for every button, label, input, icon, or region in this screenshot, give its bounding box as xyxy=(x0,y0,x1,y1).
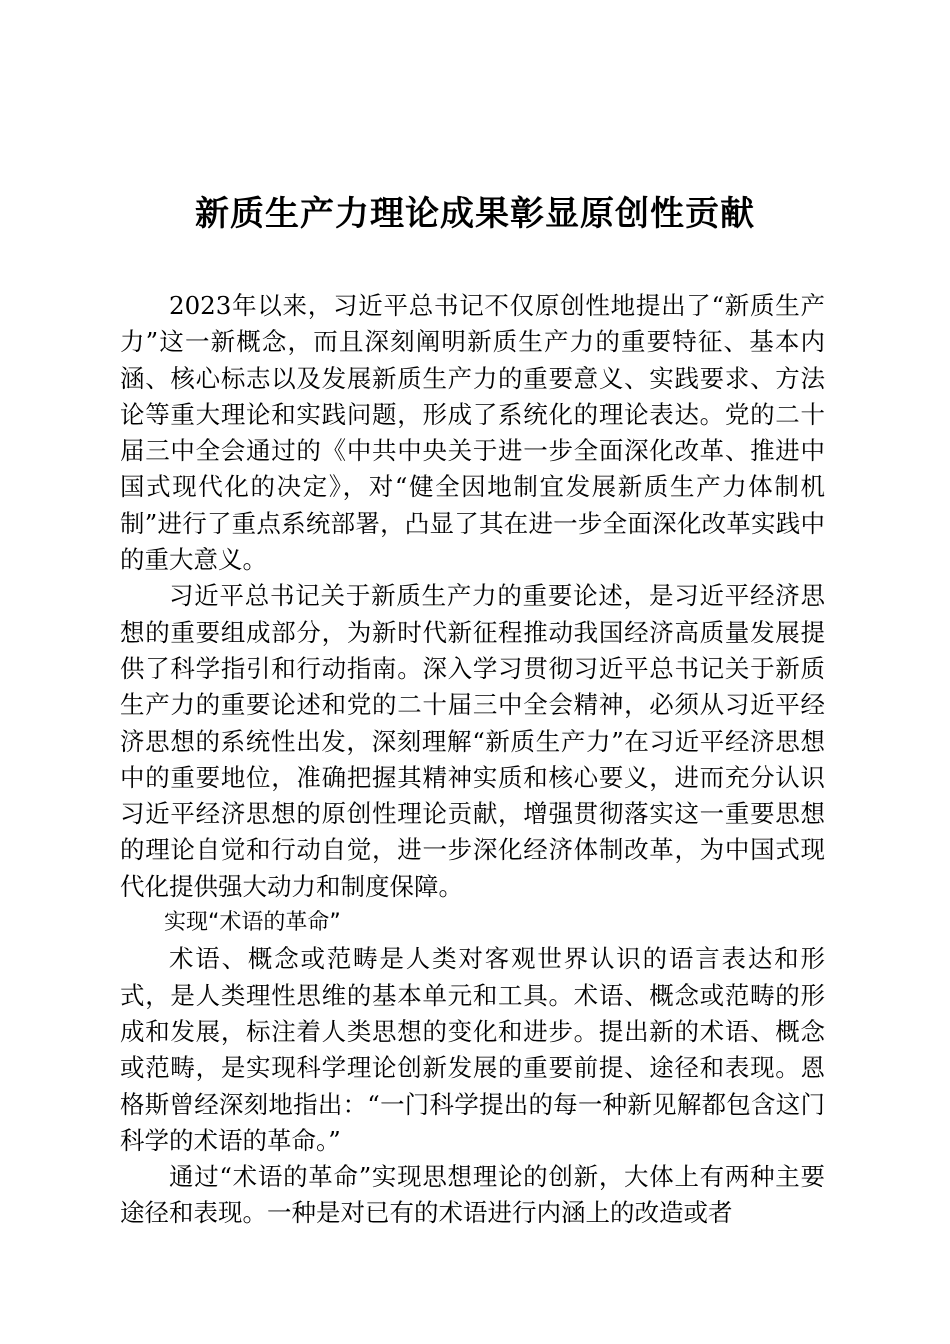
paragraph-4: 通过“术语的革命”实现思想理论的创新，大体上有两种主要途径和表现。一种是对已有的术语进行内涵上的改造或者 xyxy=(120,1162,825,1228)
section-heading: 实现“术语的革命” xyxy=(164,910,341,936)
paragraph-2: 习近平总书记关于新质生产力的重要论述，是习近平经济思想的重要组成部分，为新时代新征程推动我国经济高质量发展提供了科学指引和行动指南。深入学习贯彻习近平总书记关于新质生产力的重要论述和党的二十届三中全会精神，必须从习近平经济思想的系统性出发，深刻理解“新质生产力”在习近平经济思想中的重要地位，准确把握其精神实质和核心要义，进而充分认识习近平经济思想的原创性理论贡献，增强贯彻落实这一重要思想的理论自觉和行动自觉，进一步深化经济体制改革，为中国式现代化提供强大动力和制度保障。 xyxy=(120,581,825,901)
paragraph-3: 术语、概念或范畴是人类对客观世界认识的语言表达和形式，是人类理性思维的基本单元和工具。术语、概念或范畴的形成和发展，标注着人类思想的变化和进步。提出新的术语、概念或范畴，是实现科学理论创新发展的重要前提、途径和表现。恩格斯曾经深刻地指出：“一门科学提出的每一种新见解都包含这门科学的术语的革命。” xyxy=(120,944,825,1155)
document-body xyxy=(120,288,825,1232)
paragraph-1: 2023年以来，习近平总书记不仅原创性地提出了“新质生产力”这一新概念，而且深刻阐明新质生产力的重要特征、基本内涵、核心标志以及发展新质生产力的重要意义、实践要求、方法论等重大理论和实践问题，形成了系统化的理论表达。党的二十届三中全会通过的《中共中央关于进一步全面深化改革、推进中国式现代化的决定》，对“健全因地制宜发展新质生产力体制机制”进行了重点系统部署，凸显了其在进一步全面深化改革实践中的重大意义。 xyxy=(120,291,825,575)
document-title: 新质生产力理论成果彰显原创性贡献 xyxy=(195,194,755,234)
